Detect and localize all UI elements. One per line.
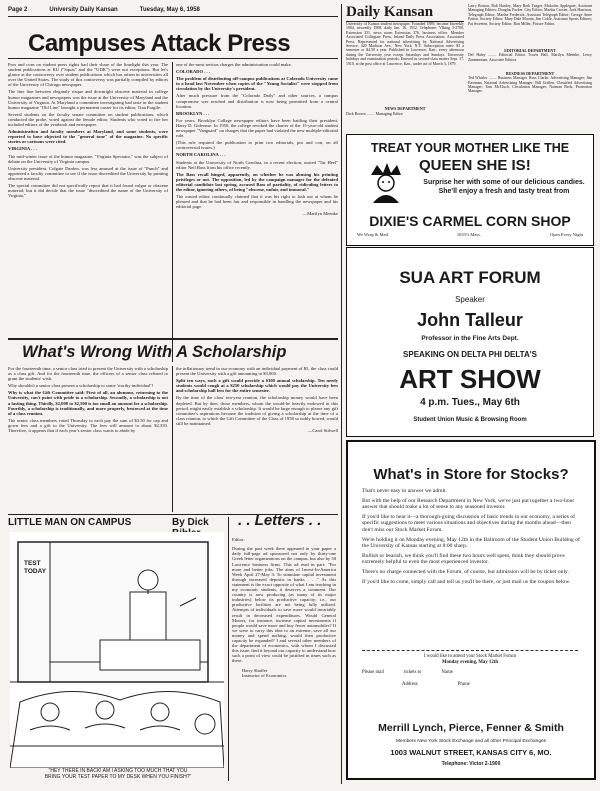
forum-role: Professor in the Fine Arts Dept. bbox=[421, 335, 519, 342]
page-header bbox=[8, 4, 338, 17]
coupon-phone: Phone bbox=[457, 682, 470, 687]
coupon-date: Monday evening, May 12th bbox=[442, 660, 498, 665]
campuses-p: Pros and cons on student press rights had their share of the limelight this year. The student publications at KU ("Squat" and the "UDK") were not exceptions. But let's glance at the controversy over student publications which has arisen in universities all over the United States. The study of this controversy was partially compiled by editors of the University of Chicago newspaper. bbox=[8, 62, 168, 88]
scholarship-p: For the fourteenth time, a senior class tried to present the University with a scholarship as a class gift. And for the fourteenth time, the officers of a senior class refused to grant the students' wish. bbox=[8, 366, 168, 382]
scholarship-p: By the time of the class' ten-year reunion, the scholarship money would have been depleted. But by then, those members, whom the would-be heavily endowed in this period, might easily establish a scholarship. It would be large enough to please any gift committee's aspirations because the tradition of giving a scholarship at the time of a class reunion, to which the Gift Committee of the Class of 1958 so nobly bowed, would still be maintained. bbox=[176, 395, 338, 426]
page-number: Page 2 bbox=[8, 7, 28, 13]
coupon-title: I would like to attend your Stock Market Forum bbox=[423, 654, 517, 659]
campuses-p: The ousted editor continually claimed that it was his right to lash out at whom he pleased and that he had been fair and responsible in handling the newspaper and his editorial page. bbox=[176, 194, 338, 210]
coupon-name: Name bbox=[441, 670, 453, 675]
art-forum-ad bbox=[346, 247, 594, 437]
page-divider bbox=[341, 4, 342, 784]
scholarship-p: Split ten ways, such a gift would provide a $300 annual scholarship. Ten needy students would cough at a $250 scholarship which would pay the University fees and scholarship hall fees for the entire semester. bbox=[176, 378, 338, 394]
column-rule bbox=[172, 366, 173, 512]
firm-address: 1003 WALNUT STREET, KANSAS CITY 6, MO. bbox=[390, 748, 552, 757]
masthead-body: University of Kansas student newspaper. Founded 1889, became biweekly 1904, triweekly 1908, daily Jan. 16, 1912. Telephone: VIking 3-2700, Extension 351, news room Extension 376, business office. Member Associated Collegiate Press, Inland Daily Press Association, Associated Press. Represented for national advertising by National Advertising Service, 420 Madison Ave., New York, N.Y. Subscription rates: $3 a semester or $4.50 a year. Published in Lawrence, Kan., every afternoon during the University year except Saturdays and Sundays. University holidays and examination periods. Entered as second-class matter Sept. 17, 1910, at the post office at Lawrence, Kan., under act of March 3, 1879. bbox=[346, 22, 464, 66]
dixie-ad bbox=[346, 134, 594, 246]
campuses-subhead: VIRGINIA . . . bbox=[8, 146, 37, 152]
firm-members: Members New York Stock Exchange and all other Principal Exchanges bbox=[395, 739, 547, 744]
coupon-please-mail: Please mail bbox=[362, 670, 384, 675]
campuses-p: one of the most serious charges the administration could make. bbox=[176, 62, 292, 67]
campuses-p: The mid-winter issue of the humor magazine, "Virginia Spectator," was the subject of debate on the University of Virginia campus. bbox=[8, 153, 168, 164]
scholarship-p: Why is what the Gift Committee said: First of all, an alumnus, returning to the University, can't point with pride to a scholarship. Secondly, a scholarship is not a lasting thing. Thirdly, $2,000 to $2,500 is too small an amount for a scholarship. Fourthly, a scholarship is traditionally, and more properly, bestowed at the time of a class reunion. bbox=[8, 390, 168, 416]
campuses-col-1 bbox=[8, 62, 168, 362]
masthead bbox=[346, 4, 464, 132]
forum-title: SUA ART FORUM bbox=[399, 268, 541, 287]
dixie-headline-2: QUEEN SHE IS! bbox=[419, 157, 531, 174]
campuses-byline: —Marilyn Meenke bbox=[302, 211, 338, 217]
campuses-p: For years, Brooklyn College newspaper editors have been battling their president, Harry D. Gideonse. In 1950, the college revoked the charter of the 15-year-old student newspaper "Vanguard" on charges that the paper had violated the new multiple-editorial rule. bbox=[176, 117, 338, 139]
campuses-p: (This rule required the publication to print two editorials, pro and con, on all controversial issues.) bbox=[176, 140, 338, 151]
cartoon-byline: By Dick bbox=[172, 517, 209, 528]
campuses-p: The problem of distributing off-campus publications at Colorado University came to a head last November when copies of the "Young Socialist" were stopped from circulation by the University's president. bbox=[176, 76, 338, 92]
coupon-row-1[interactable] bbox=[362, 670, 578, 676]
dixie-address-row bbox=[357, 232, 583, 237]
cartoon-board bbox=[24, 560, 46, 576]
cartoon-caption bbox=[8, 768, 228, 780]
letters-signature: Harry Shaffer bbox=[242, 668, 268, 674]
letters-body bbox=[232, 532, 336, 782]
campuses-headline: Campuses Attack Press bbox=[28, 30, 291, 57]
scholarship-p: Why shouldn't a senior class present a scholarship to some 'worthy individual'? bbox=[8, 383, 154, 389]
dixie-name: DIXIE'S CARMEL CORN SHOP bbox=[369, 213, 571, 229]
headline-rule bbox=[8, 58, 338, 59]
masthead-staff bbox=[468, 4, 592, 132]
campuses-subhead: COLORADO . . . bbox=[176, 69, 210, 75]
dixie-headline-1: TREAT YOUR MOTHER LIKE THE bbox=[370, 141, 570, 155]
forum-speaker: John Talleur bbox=[417, 310, 523, 330]
caption-line-2: BRING YOUR TEST PAPER TO MY DESK WHEN YOU FINISH?" bbox=[44, 774, 192, 780]
ed-dept: EDITORIAL DEPARTMENT bbox=[504, 48, 556, 53]
cartoon-image bbox=[10, 532, 224, 768]
campuses-p: University president, Colgate Darden, was less amused at the issue of "Punch" and appointed a faculty committee to see if the issue discredited the University by printing obscene material. bbox=[8, 165, 168, 181]
letters-salutation: Editor: bbox=[232, 536, 245, 542]
stocks-p: We're holding it on Monday evening, May 12th in the Ballroom of the Student Union Building of the University of Kansas starting at 8:00 sharp. bbox=[362, 536, 580, 550]
stocks-ad bbox=[346, 440, 596, 780]
news-line: Dick Brown ........ Managing Editor bbox=[346, 111, 403, 117]
cartoon-title: LITTLE MAN ON CAMPUS bbox=[8, 517, 132, 528]
board-line-1: TEST bbox=[24, 560, 41, 567]
stocks-p: There's no charge connected with the Forum, of course, but admission will be by ticket only. bbox=[362, 568, 569, 575]
letters-headline: . . Letters . . bbox=[238, 512, 322, 529]
section-rule bbox=[8, 338, 338, 340]
forum-topic: SPEAKING ON DELTA PHI DELTA'S bbox=[403, 350, 537, 359]
campuses-p: Administration and faculty members at Maryland, and some students, were reported to have objected to the "general tone" of the magazine. No specific stories or cartoons were cited. bbox=[8, 129, 168, 145]
campuses-p: The Bass recall hinged, apparently, on whether he was abusing his printing privileges or not. The opposition, led by the campaign manager for the defeated editorial candidate last spring, accused Bass of partiality, of ridiculing letters to the editor, ignoring others, of being "obscene, unfair, and immoral." bbox=[176, 171, 338, 192]
paper-name: University Daily Kansan bbox=[49, 7, 118, 13]
stocks-body bbox=[362, 488, 582, 588]
dixie-address: 1033½ Mass. bbox=[456, 232, 482, 237]
biz-staff: Ted Whisler ........ Business Manager. Ross Clarke, Advertising Manager; Jim Eastman, National Advertising Manager; Bill Griffen, Classified Advertising Manager; Tom McCluch, Circulation Manager; Norman Beck, Promotion Manager. bbox=[468, 76, 592, 94]
board-line-2: TODAY bbox=[24, 568, 47, 575]
stocks-p: Bullish or bearish, we think you'll find these two hours well spent, think they should prove extremely helpful to even the most experienced investor. bbox=[362, 552, 565, 566]
campuses-p: The special committee did not specifically report that it had found vulgar or obscene material; but it did decide that the issue "discredited the name of the University of Virginia," bbox=[8, 182, 168, 199]
campuses-p: Students at the University of North Carolina, in a recent election, ousted "Tar Heel" editor Neil Bass from his office recently. bbox=[176, 159, 338, 170]
staff-list: Larry Boston, Bob Hartley, Mary Beth Yeager, Malcolm Applegate, Assistant Managing Editors; Douglas Packer, City Editor; Martha Crosier, Jack Harrison, Telegraph Editor; Martha Frederick, Assistant Telegraph Editor; George Anne Patton, Society Editor; Mary Dale Morain, Jim Coble, Assistant Sports Editors; Pat Sweeten, Society Editor; Ron Miller, Picture Editor. bbox=[468, 4, 592, 26]
campuses-subhead: BROOKLYN . . . bbox=[176, 110, 210, 116]
news-dept: NEWS DEPARTMENT bbox=[384, 106, 426, 111]
firm-phone: Telephone: Victor 2-1900 bbox=[441, 761, 501, 767]
campuses-col-2 bbox=[176, 62, 338, 362]
letters-text: During the past week there appeared in your paper a daily full-page ad sponsored not only by thirty-one Greek letter organizations on the campus, but also by 50 Lawrence business firms. This ad read in part: "For more and better jobs. The aims of Invest-In-America Week April 27-May 3: To stimulate capital investment through increased deposits in banks . . ." As this statement is the exact opposite of what I am teaching in my economic students, it deserves a comment. Our country is now producing (as many of its major industries) below its productive capacity; i.e., our productive facilities are not being fully utilized. Attempts of individuals to save more would invariably result in decreased expenditures. Would General Motors, for instance, increase capital investments if people would save more and buy fewer automobiles? If we were to carry this idea to an extreme, save all our money and spend nothing, would then productive capacity be expanded? I and several other members of the department of economics, with whom I discussed this issue, find it beyond our capacity to understand how such a point of view could be justified in times such as these. bbox=[232, 546, 336, 664]
stocks-headline: What's in Store for Stocks? bbox=[373, 466, 569, 483]
scholarship-headline: What's Wrong With A Scholarship bbox=[22, 343, 287, 361]
stocks-p: That's never easy to answer we admit. bbox=[362, 488, 448, 494]
column-rule bbox=[172, 62, 173, 362]
coupon bbox=[362, 650, 578, 715]
campuses-p: The fine line between elegantly risque and downright obscene material in college humor magazines and newspapers was the issue at the University of Maryland and the University of Virginia. At Maryland a committee investigating bad taste in the student humor magazine "Old Line" brought a permanent ouster for its editor, Tina Fragile. bbox=[8, 89, 168, 110]
scholarship-col-1 bbox=[8, 366, 168, 512]
dixie-wrap: We Wrap & Mail bbox=[357, 232, 388, 237]
scholarship-p: The senior class members voted Thursday to each pay the sum of $3.50 for cap and gown fees and a gift to the University. The fees will amount to about $2,350. Therefore, it appears that if each year's senior class wants to abide by bbox=[8, 417, 168, 434]
column-rule bbox=[228, 517, 229, 781]
dixie-hours: Open Every Night bbox=[549, 232, 583, 237]
campuses-subhead: NORTH CAROLINA . . . bbox=[176, 152, 226, 158]
forum-time: 4 p.m. Tues., May 6th bbox=[420, 397, 520, 408]
forum-speaker-label: Speaker bbox=[455, 295, 485, 304]
scholarship-p: the inflationary trend in our economy with an individual payment of $5, the class could present the University with a gift amounting to $3,000. bbox=[176, 366, 338, 377]
issue-date: Tuesday, May 6, 1958 bbox=[139, 7, 200, 13]
stocks-p: If you'd like to come, simply call and tell us you'll be there, or just mail us the coupon below. bbox=[362, 578, 571, 585]
masthead-title: Daily Kansan bbox=[346, 4, 464, 22]
dixie-body: Surprise her with some of our delicious candies. She'll enjoy a fresh and tasty treat from bbox=[423, 179, 585, 195]
biz-dept: BUSINESS DEPARTMENT bbox=[505, 71, 555, 77]
ed-staff: Del Haley ........ Editorial Editor. Travis Hall, Marilyn Meenke, Leroy Zimmerman, Associate Editors bbox=[468, 53, 592, 62]
letters-title: Instructor of Economics bbox=[242, 673, 287, 679]
coupon-row-2[interactable] bbox=[362, 682, 578, 688]
campuses-p: After much pressure from the "Colorado Daily" and other sources, a campus compromise was reached and distribution is now being permitted from a central location. bbox=[176, 93, 338, 109]
campuses-p: Several students on the faculty senate committee on student publications, which conducted the probe, voted against the female editor. Students who voted to fire her included editors of the yearbook and newspaper. bbox=[8, 111, 168, 128]
coupon-address: Address bbox=[402, 682, 418, 687]
coupon-tickets: tickets to bbox=[403, 670, 422, 675]
firm-name: Merrill Lynch, Pierce, Fenner & Smith bbox=[378, 722, 564, 734]
scholarship-byline: —Carol Stilwell bbox=[307, 428, 338, 434]
queen-icon bbox=[361, 159, 409, 203]
stocks-p: But with the help of our Research Department in New York, we've just put together a two-hour answer that should make a lot of sense to any seasoned investor. bbox=[362, 497, 575, 511]
forum-show: ART SHOW bbox=[399, 364, 541, 394]
caption-line-1: "HEY THERE IN BACK! AM I ASKING TOO MUCH THAT YOU bbox=[48, 768, 188, 774]
forum-place: Student Union Music & Browsing Room bbox=[413, 417, 527, 423]
stocks-p: If you'd like to hear it—a thorough-going discussion of basic trends in our economy, a series of specific suggestions to meet various situations and objectives during the months ahead—then don't miss our Stock Market Forum. bbox=[362, 513, 576, 533]
scholarship-col-2 bbox=[176, 366, 338, 512]
